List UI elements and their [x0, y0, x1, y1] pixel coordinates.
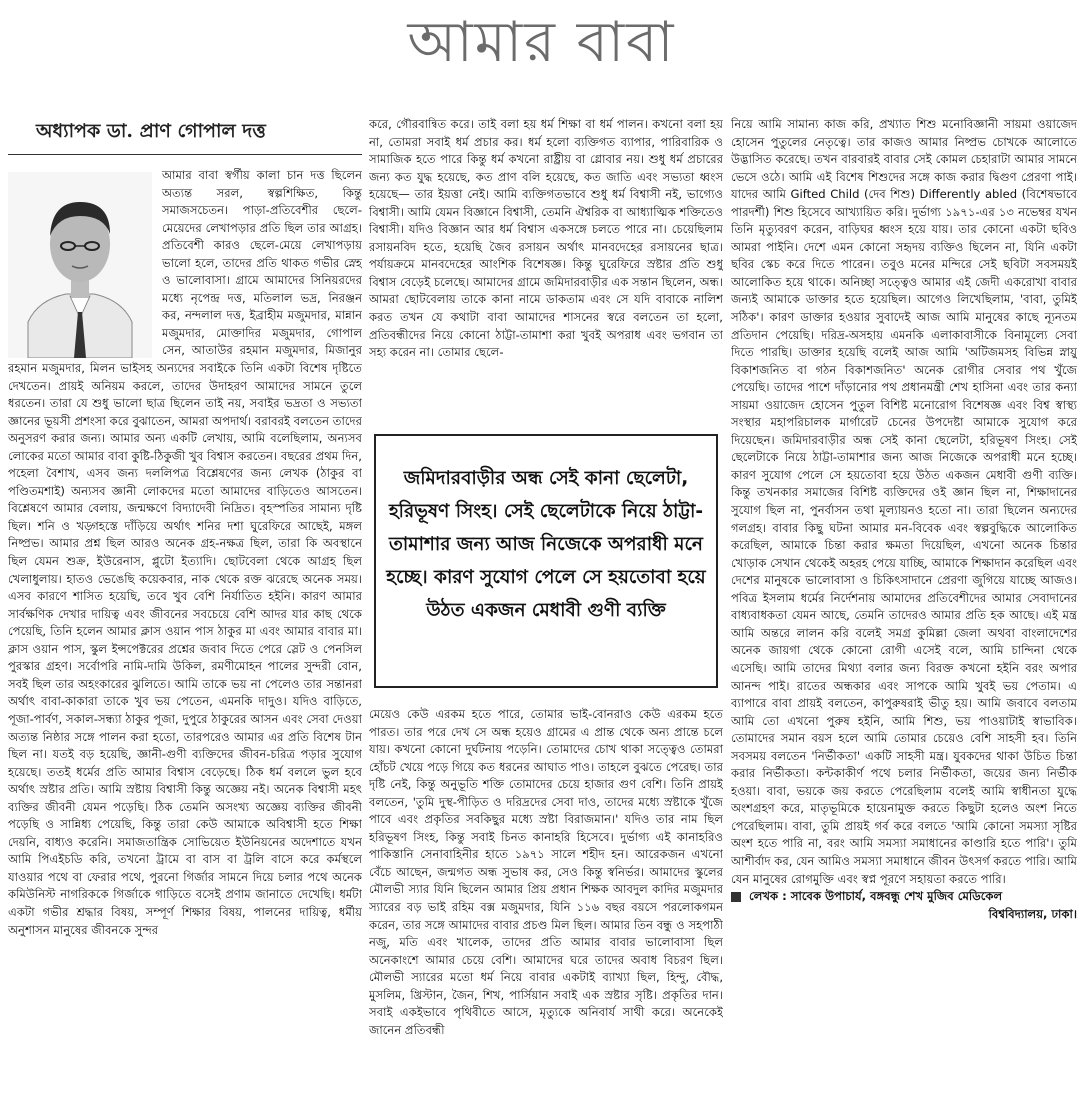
column-2-bottom-text: মেয়েও কেউ এরকম হতে পারে, তোমার ভাই-বোনরাও কেউ এরকম হতে পারত। তার পরে দেখ সে অন্ধ হয়েও গ্রামের এ প্রান্ত থেকে অন্য প্রান্তে চলে যায়। কখনো কোনো দুর্ঘটনায় পড়েনি। তোমাদের চোখ থাকা সত্ত্বেও তোমরা হোঁচট খেয়ে পড়ে গিয়ে কত ধরনের আঘাত পাও। তাহলে বুঝতে পেরেছ। তার দৃষ্টি নেই, কিন্তু অনুভূতি শক্তি তোমাদের চেয়ে হাজার গুণ বেশি। তিনি প্রায়ই বলতেন, 'তুমি দুস্থ-পীড়িত ও দরিদ্রদের সেবা দাও, তাদের মধ্যে স্রষ্টাকে খুঁজে পাবে এবং প্রকৃতির সবকিছুর মধ্যে স্রষ্টা বিরাজমান।' যদিও তার নাম ছিল হরিভূষণ সিংহ, কিন্তু সবাই চিনত কানাহরি হিসেবে। দুর্ভাগ্য এই কানাহরিও পাকিস্তানি সেনাবাহিনীর হাতে ১৯৭১ সালে শহীদ হন। আরেকজন এখনো বেঁচে আছেন, জন্মগত অন্ধ সুভাষ কর, সেও কিন্তু স্বনির্ভর। আমাদের স্কুলের মৌলভী স্যার যিনি ছিলেন আমার প্রিয় প্রধান শিক্ষক আবদুল কাদির মজুমদার স্যারের বড় ভাই রহিম বক্স মজুমদার, যিনি ১১৬ বছর বয়সে পরলোকগমন করেন, তার সঙ্গে আমাদের বাবার প্রচণ্ড মিল ছিল। আমার তিন বন্ধু ও সহপাঠী নজু, মতি এবং খালেক, তাদের প্রতি আমার বাবার ভালোবাসা ছিল অনেকাংশে আমার চেয়ে বেশি। আমাদের ঘরে তাদের অবাধ বিচরণ ছিল। মৌলভী স্যারের মতো ধর্ম নিয়ে বাবার একটাই ব্যাখ্যা ছিল, হিন্দু, বৌদ্ধ, মুসলিম, খ্রিস্টান, জৈন, শিখ, পার্সিয়ান সবাই এক স্রষ্টার সৃষ্টি। প্রকৃতির দান। সবাই একইভাবে পৃথিবীতে আসে, মৃত্যুকে অনিবার্য সাথী করে। অনেকেই জানেন প্রতিবন্ধী — [369, 707, 723, 1037]
author-note-label: লেখক : — [749, 889, 787, 904]
article-column-2-top — [369, 116, 723, 432]
article-column-3 — [731, 116, 1077, 1094]
byline-divider — [8, 154, 362, 155]
article-column-1 — [8, 167, 362, 1094]
author-note-text: সাবেক উপাচার্য, বঙ্গবন্ধু শেখ মুজিব মেডিকেল — [790, 889, 1003, 904]
pull-quote-text: জমিদারবাড়ীর অন্ধ সেই কানা ছেলেটা, হরিভূষণ সিংহ। সেই ছেলেটাকে নিয়ে ঠাট্টা-তামাশার জন্য আজ নিজেকে অপরাধী মনে হচ্ছে। কারণ সুযোগ পেলে সে হয়তোবা হয়ে উঠত একজন মেধাবী গুণী ব্যক্তি — [386, 468, 706, 621]
author-byline: অধ্যাপক ডা. প্রাণ গোপাল দত্ত — [36, 120, 266, 142]
column-2-top-text: করে, গৌরবান্বিত করে। তাই বলা হয় ধর্ম শিক্ষা বা ধর্ম পালন। কখনো বলা হয় না, তোমরা সবাই ধর্ম প্রচার কর। ধর্ম হলো ব্যক্তিগত ব্যাপার, পারিবারিক ও সামাজিক হতে পারে কিন্তু ধর্ম কখনো রাষ্ট্রীয় বা গ্লোবার নয়। শুধু ধর্ম প্রচারের জন্য কত যুদ্ধ হয়েছে, কত প্রাণ বলি হয়েছে, কত জাতি এবং সভ্যতা ধ্বংস হয়েছে— তার ইয়ত্তা নেই। আমি ব্যক্তিগতভাবে শুধু ধর্ম বিশ্বাসী নই, ভাগ্যেও বিশ্বাসী। আমি যেমন বিজ্ঞানে বিশ্বাসী, তেমনি ঐশ্বরিক বা আধ্যাত্মিক শক্তিতেও বিশ্বাসী। যদিও বিজ্ঞান আর ধর্ম বিশ্বাস একসঙ্গে চলতে পারে না। চেয়েছিলাম রসায়নবিদ হতে, হয়েছি জৈব রসায়ন অর্থাৎ মানবদেহের রসায়নের ছাত্র। পর্যায়ক্রমে মানবদেহের আংশিক বিশেষজ্ঞ। কিন্তু ঘুরেফিরে স্রষ্টার প্রতি শুধু বিশ্বাস বেড়েই চলেছে। আমাদের গ্রামে জমিদারবাড়ীর এক সন্তান ছিলেন, অন্ধ। আমরা ছোটবেলায় তাকে কানা নামে ডাকতাম এবং সে যদি বাবাকে নালিশ করত তখন যে কথাটা বাবা আমাদের শাসনের স্বরে বলতেন তা হলো, প্রতিবন্ধীদের নিয়ে কোনো ঠাট্টা-তামাশা করা খুবই অপরাধ এবং ভগবান তা সহ্য করেন না। তোমার ছেলে- — [369, 117, 723, 360]
column-1-text: আমার বাবা স্বর্গীয় কালা চান দত্ত ছিলেন অত্যন্ত সরল, স্বল্পশিক্ষিত, কিন্তু সমাজসচেতন। পাড়া-প্রতিবেশীর ছেলে-মেয়েদের লেখাপড়ার প্রতি ছিল তার আগ্রহ। প্রতিবেশী কারও ছেলে-মেয়ে লেখাপড়ায় ভালো হলে, তাদের প্রতি থাকত গভীর স্নেহ ও ভালোবাসা। গ্রামে আমাদের সিনিয়রদের মধ্যে নৃপেন্দ্র দত্ত, মতিলাল ভদ্র, নিরঞ্জন কর, নন্দলাল দত্ত, ইব্রাহীম মজুমদার, মান্নান মজুমদার, মোক্তাদির মজুমদার, গোপাল সেন, আতাউর রহমান মজুমদার, মিজানুর রহমান মজুমদার, মিলন ভাইসহ অন্যদের সবাইকে তিনি একটা বিশেষ দৃষ্টিতে দেখতেন। প্রায়ই অনিয়ম করলে, তাদের উদাহরণ আমাদের সামনে তুলে ধরতেন। তারা যে শুধু ভালো ছাত্র ছিলেন তাই নয়, সবাইর ভদ্রতা ও সভ্যতা জ্ঞানের ভূয়সী প্রশংসা করে বুঝাতেন, আমরা অপদার্থ। বরাবরই বলতেন তাদের অনুসরণ করার জন্য। আমার অন্য একটি লেখায়, আমি বলেছিলাম, অন্যসব লোকের মতো আমার বাবা কুষ্টি-ঠিকুজী খুব বিশ্বাস করতেন। বছরের প্রথম দিন, পহেলা বৈশাখ, এসব জন্য দললিপত্র বিশ্লেষণের জন্য লেখক (ঠাকুর বা পণ্ডিতমশাই) অন্যসব জ্ঞানী লোকদের মতো আমাদের বাড়িতেও আসতেন। বিশ্লেষণে আমার বেলায়, জন্মক্ষণে বিদ্যাদেবী নিদ্রিত। বৃহস্পতির সামান্য দৃষ্টি ছিল। শনি ও খড়্গহস্তে দাঁড়িয়ে অর্থাৎ শনির দশা ঘুরেফিরে আছেই, মঙ্গল নিষ্প্রভ। আমার প্রশ্ন ছিল আরও অনেক গ্রহ-নক্ষত্র ছিল, তারা কি অবস্থানে ছিল যেমন শুক্র, ইউরেনাস, প্লুটো ইত্যাদি। ছোটবেলা থেকে আগ্রহ ছিল খেলাধুলায়। হাতও ভেঙেছি কয়েকবার, নাক থেকে রক্ত ঝরেছে অনেক সময়। এসব কারণে শাসিত হয়েছি, তবে খুব বেশি নির্যাতিত হইনি। কারণ আমার সার্বক্ষণিক দেখার দায়িত্ব এবং জীবনের সবচেয়ে বেশি আদর যার কাছ থেকে পেয়েছি, তিনি হলেন আমার ক্লাস ওয়ান পাস ঠাকুর মা এবং আমার বাবার মা। ক্লাস ওয়ান পাস, স্কুল ইন্সপেক্টরের প্রশ্নের জবাব দিতে পেরে স্লেট ও পেনসিল পুরস্কার গ্রহণ। সর্বোপরি নামি-দামি উকিল, রমণীমোহন পালের সুন্দরী বোন, সবই ছিল তার অহংকারের ঝুলিতে। আমি তাকে ভয় না পেলেও তার সন্তানরা অর্থাৎ বাবা-কাকারা তাকে খুব ভয় পেতেন, এমনকি দাদুও। যদিও বাড়িতে, পূজা-পার্বণ, সকাল-সন্ধ্যা ঠাকুর পূজা, দুপুরে ঠাকুরের আসন এবং সেবা দেওয়া অত্যন্ত নিষ্ঠার সঙ্গে পালন করা হতো, তারপরেও আমার এর প্রতি বিশেষ টান ছিল না। যতই বড় হয়েছি, জ্ঞানী-গুণী ব্যক্তিদের জীবন-চরিত্র পড়ার সুযোগ হয়েছে। ততই ধর্মের প্রতি আমার বিশ্বাস বেড়েছে। ঠিক ধর্ম বললে ভুল হবে অর্থাৎ স্রষ্টার প্রতি। আমি স্রষ্টায় বিশ্বাসী কিন্তু অজ্ঞেয় নই। অনেক বিশ্বাসী মহৎ ব্যক্তির জীবনী যেমন পড়েছি। ঠিক তেমনি অসংখ্য অজ্ঞেয় ব্যক্তির জীবনী পড়েছি ও সান্নিধ্য পেয়েছি, কিন্তু তারা কেউ আমাকে অবিশ্বাসী হতে শিক্ষা দেয়নি, বাধ্যও করেনি। সমাজতান্ত্রিক সোভিয়েত ইউনিয়নের অদেশাতে যখন আমি পিএইচডি করি, তখনো ট্রামে বা বাস বা ট্রলি বাসে করে কর্মস্থলে যাওয়ার পথে বা ফেরার পথে, পুরনো গির্জার সামনে দিয়ে চলার পথে অনেক কমিউনিস্ট নাগরিককে গির্জাকে গাড়িতে বসেই প্রণাম জানাতে দেখেছি। ধর্মটা একটা গভীর শ্রদ্ধার বিষয়, সম্পূর্ণ শিক্ষার বিষয়, পালনের দায়িত্ব, ধর্মীয় অনুশাসন মানুষের জীবনকে সুন্দর — [8, 168, 362, 937]
article-headline: আমার বাবা — [407, 10, 676, 75]
photo-spacer — [8, 167, 162, 355]
author-note-line-2: বিশ্ববিদ্যালয়, ঢাকা। — [988, 906, 1077, 921]
column-3-text: নিয়ে আমি সামান্য কাজ করি, প্রখ্যাত শিশু মনোবিজ্ঞানী সায়মা ওয়াজেদ হোসেন পুতুলের নেতৃত্বে। তার কাজও আমার নিষ্প্রভ চোখকে আলোতে উদ্ভাসিত করেছে। তখন বারবারই বাবার সেই কোমল চেহারাটা আমার সামনে ভেসে ওঠে। আমি এই বিশেষ শিশুদের সঙ্গে কাজ করার দ্বিগুণ প্রেরণা পাই। যাদের আমি Gifted Child (দেব শিশু) Differently abled (বিশেষভাবে পারদর্শী) শিশু হিসেবে আখ্যায়িত করি। দুর্ভাগ্য ১৯৭১-এর ১৩ নভেম্বর যখন তিনি মৃত্যুবরণ করেন, বাড়িঘর ধ্বংস হয়ে যায়। তার কোনো একটা ছবিও আমরা পাইনি। দেশে এমন কোনো সহৃদয় ব্যক্তিও ছিলেন না, যিনি একটা ছবির স্কেচ করে দিতে পারেন। তবুও মনের মন্দিরে সেই ছবিটা সবসময়ই আলোকিত হয়ে থাকে। অনিচ্ছা সত্ত্বেও আমার এই জেদী একরোখা বাবার জন্যই আমাকে ডাক্তার হতে হয়েছিল। আগেও লিখেছিলাম, 'বাবা, তুমিই সঠিক'। কারণ ডাক্তার হওয়ার সুবাদেই আজ আমি মানুষের কাছে ন্যূনতম প্রতিদান পেয়েছি। দরিদ্র-অসহায় এমনকি এলাকাবাসীকে বিনামূল্যে সেবা দিতে পারছি। ডাক্তার হয়েছি বলেই আজ আমি 'অটিজমসহ বিভিন্ন স্নায়ু বিকাশজনিত বা গঠন বিকাশজনিত' অনেক রোগীর সেবার পথ খুঁজে পেয়েছি। তাদের পাশে দাঁড়ানোর পথ প্রধানমন্ত্রী শেখ হাসিনা এবং তার কন্যা সায়মা ওয়াজেদ হোসেন পুতুল বিশিষ্ট মনোরোগ বিশেষজ্ঞ এবং বিশ্ব স্বাস্থ্য সংস্থার মহাপরিচালক মার্গারেট চেনের উপদেষ্টা আমাকে সুযোগ করে দিয়েছেন। জমিদারবাড়ীর অন্ধ সেই কানা ছেলেটা, হরিভূষণ সিংহ। সেই ছেলেটাকে নিয়ে ঠাট্টা-তামাশার জন্য আজ নিজেকে অপরাধী মনে হচ্ছে। কারণ সুযোগ পেলে সে হয়তোবা হয়ে উঠত একজন মেধাবী গুণী ব্যক্তি। কিন্তু তখনকার সমাজের বিশিষ্ট ব্যক্তিদের ওই জ্ঞান ছিল না, শিক্ষাদানের সুযোগ ছিল না, পুনর্বাসন তথা মূল্যায়নও হতো না। তারা ছিলেন অন্যদের গলগ্রহ। বাবার কিছু ঘটনা আমার মন-বিবেক এবং স্বল্পবুদ্ধিকে আলোকিত করেছিল, আমাকে চিন্তা করার ক্ষমতা দিয়েছিল, এখনো অনেক চিন্তার খোড়াক সেখান থেকেই অহরহ পেয়ে যাচ্ছি, আমাকে শিক্ষাদান করেছিল এবং দেশের মানুষকে ভালোবাসা ও চিকিৎসাদানে প্রেরণা জুগিয়ে যাচ্ছে আজও। পবিত্র ইসলাম ধর্মের নির্দেশনায় আমাদের প্রতিবেশীদের আমার সেবাদানের বাধ্যবাধকতা যেমন আছে, তেমনি তাদেরও আমার প্রতি হক আছে। এই মন্ত্র আমি অন্তরে লালন করি বলেই সমগ্র কুমিল্লা জেলা অথবা বাংলাদেশের অনেক জায়গা থেকে কোনো রোগী এসেই বলে, আমি চান্দিনা থেকে এসেছি। আমি তাদের মিথ্যা বলার জন্য বিরক্ত কখনো হইনি বরং অপার আনন্দ পাই। রাতের অন্ধকার এবং সাপকে আমি খুবই ভয় পেতাম। এ ব্যাপারে বাবা প্রায়ই বলতেন, কাপুরুষরাই ভীতু হয়। আমি জবাবে বলতাম আমি তো এখনো পুরুষ হইনি, আমি শিশু, ভয় পাওয়াটাই স্বাভাবিক। তোমাদের সমান বয়স হলে আমি তোমার চেয়েও বেশি সাহসী হব। তিনি সবসময় বলতেন 'নির্ভীকতা' একটি সাহসী মন্ত্র। যুবকদের থাকা উচিত চিন্তা করার নির্ভীকতা। কন্টকাকীর্ণ পথে চলার নির্ভীকতা, জয়ের জন্য নির্ভীক হওয়া। বাবা, ভয়কে জয় করতে পেরেছিলাম বলেই আমি স্বাধীনতা যুদ্ধে অংশগ্রহণ করে, মাতৃভূমিকে হায়েনামুক্ত করতে কিছুটা হলেও অংশ নিতে পেরেছিলাম। বাবা, তুমি প্রায়ই গর্ব করে বলতে 'আমি কোনো সমস্যা সৃষ্টির অংশ হতে পারি না, বরং আমি সমস্যা সমাধানের কাণ্ডারি হতে পারি'। তুমি আশীর্বাদ কর, যেন আমিও সমস্যা সমাধানে জীবন উৎসর্গ করতে পারি। আমি যেন মানুষের রোগমুক্তি এবং স্বপ্ন পূরণে সহায়তা করতে পারি। — [731, 117, 1077, 886]
article-column-2-bottom — [369, 706, 723, 1094]
square-bullet-icon — [731, 892, 741, 902]
author-note — [731, 888, 1077, 906]
pull-quote-box — [374, 434, 718, 688]
